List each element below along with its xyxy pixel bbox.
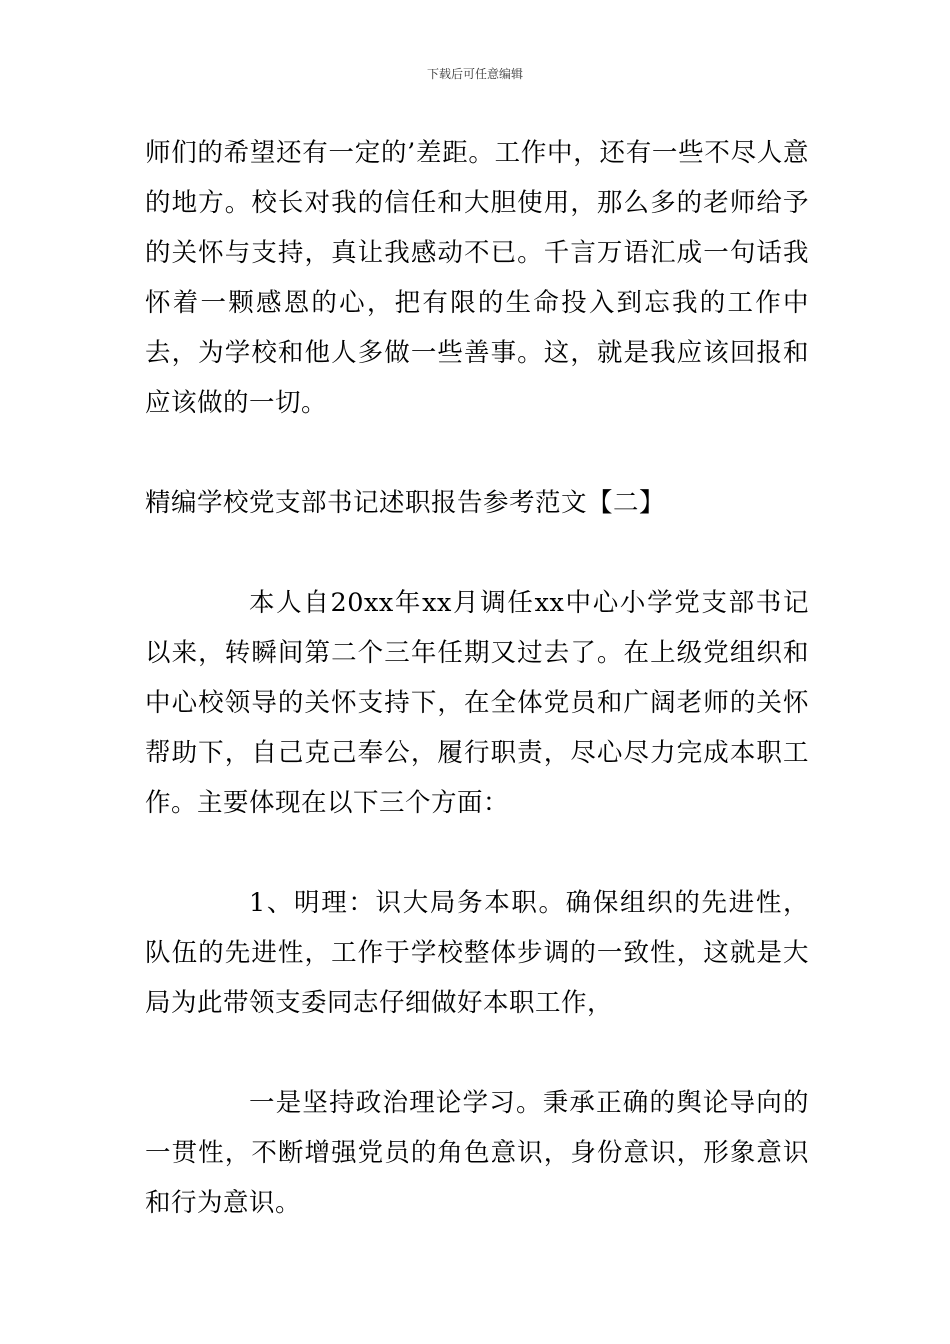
paragraph-sub-point: 一是坚持政治理论学习。秉承正确的舆论导向的一贯性，不断增强党员的角色意识，身份意识，形象意识和行为意识。: [145, 1088, 809, 1218]
document-body: [145, 128, 809, 1228]
page-header-note: 下载后可任意编辑: [426, 67, 523, 81]
paragraph-intro: 本人自20xx年xx月调任xx中心小学党支部书记以来，转瞬间第二个三年任期又过去了。在上级党组织和中心校领导的关怀支持下，在全体党员和广阔老师的关怀帮助下，自己克己奉公，履行职责，尽心尽力完成本职工作。主要体现在以下三个方面：: [145, 588, 809, 818]
section-title: 精编学校党支部书记述职报告参考范文【二】: [145, 488, 666, 518]
paragraph-continuation: 师们的希望还有一定的’差距。工作中，还有一些不尽人意的地方。校长对我的信任和大胆使用，那么多的老师给予的关怀与支持，真让我感动不已。千言万语汇成一句话我怀着一颗感恩的心，把有限的生命投入到忘我的工作中去，为学校和他人多做一些善事。这，就是我应该回报和应该做的一切。: [145, 138, 809, 418]
paragraph-point-one: 1、明理：识大局务本职。确保组织的先进性，队伍的先进性，工作于学校整体步调的一致性，这就是大局为此带领支委同志仔细做好本职工作，: [145, 888, 809, 1018]
